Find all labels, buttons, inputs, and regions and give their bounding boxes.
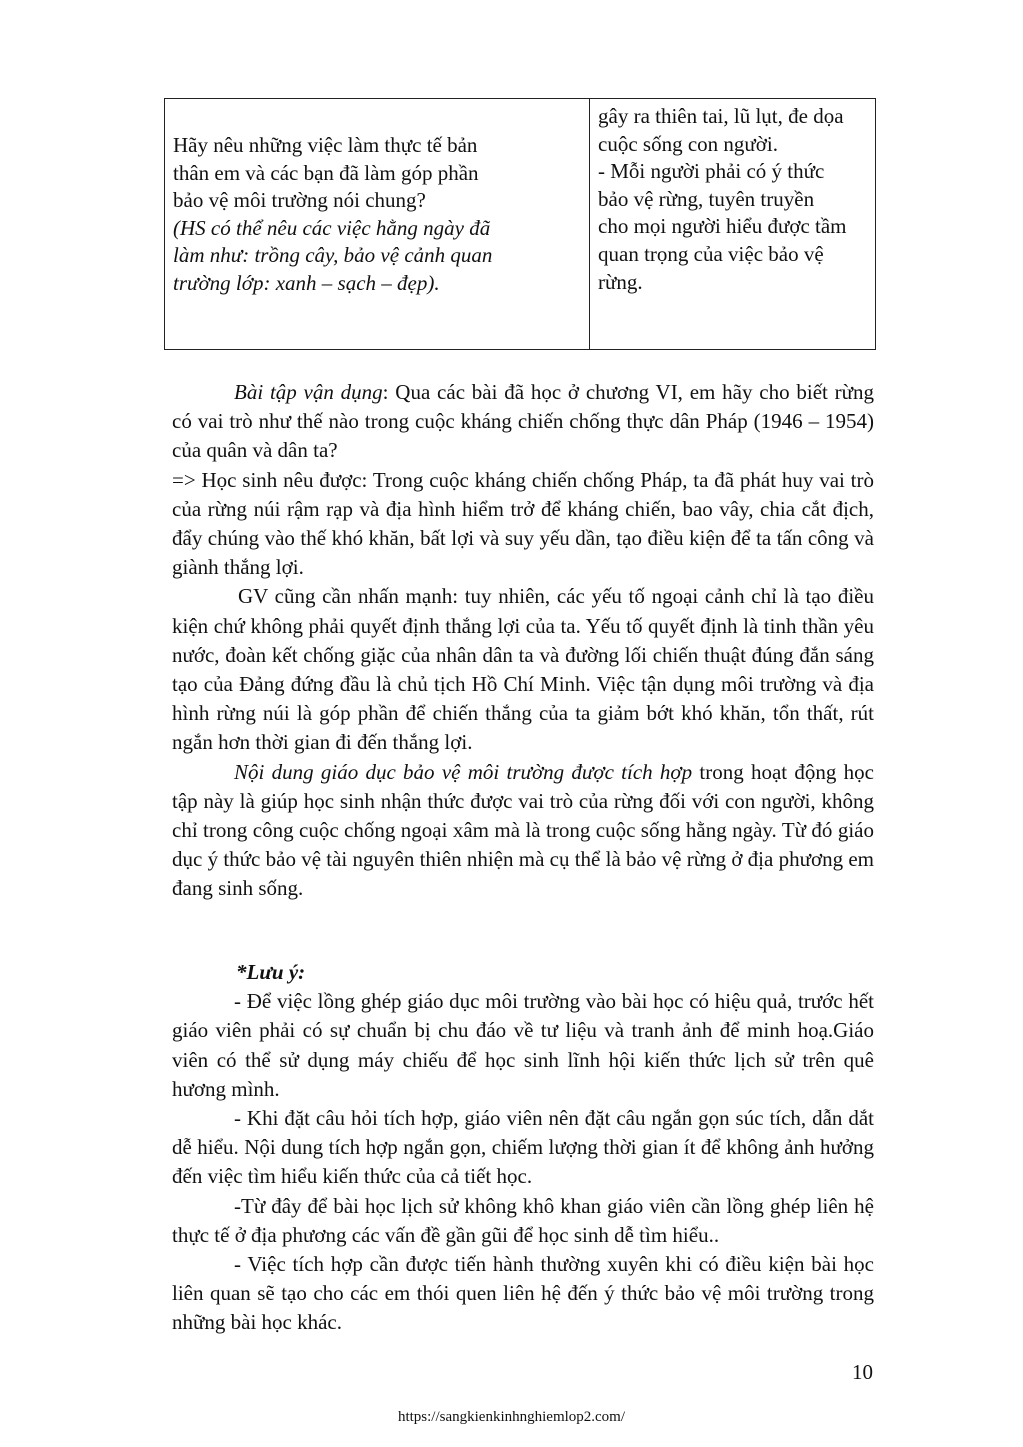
- answer-line: quan trọng của việc bảo vệ: [598, 241, 824, 266]
- table-row: [165, 99, 876, 350]
- exercise-label: Bài tập vận dụng: [234, 380, 383, 404]
- answer-line: cho mọi người hiểu được tầm: [598, 214, 847, 239]
- answer-paragraph: => Học sinh nêu được: Trong cuộc kháng chiến chống Pháp, ta đã phát huy vai trò của rừng núi rậm rạp và địa hình hiểm trở để kháng chiến, bao vây, chia cắt địch, đẩy chúng vào thế khó khăn, bất lợi và suy yếu dần, tạo điều kiện để ta tấn công và giành thắng lợi.: [172, 467, 874, 580]
- main-text: [172, 378, 874, 904]
- content-label: Nội dung giáo dục bảo vệ môi trường được tích hợp: [234, 759, 693, 784]
- notes-section: [172, 958, 874, 1338]
- answer-line: rừng.: [598, 269, 643, 294]
- content-text: trong hoạt động học tập này là giúp học sinh nhận thức được vai trò của rừng đối với con người, không chỉ trong công cuộc chống ngoại xâm mà là trong cuộc sống hằng ngày. Từ đó giáo dục ý thức bảo vệ tài nguyên thiên nhiện mà cụ thể là bảo vệ rừng ở địa phương em đang sinh sống.: [172, 759, 874, 901]
- answer-cell: [590, 99, 876, 350]
- teacher-note-paragraph: GV cũng cần nhấn mạnh: tuy nhiên, các yếu tố ngoại cảnh chỉ là tạo điều kiện chứ không phải quyết định thắng lợi của ta. Yếu tố quyết định là tinh thần yêu nước, đoàn kết chống giặc của nhân dân ta và đường lối chiến thuật đúng đắn sáng tạo của Đảng đứng đầu là chủ tịch Hồ Chí Minh. Việc tận dụng môi trường và địa hình rừng núi là góp phần để chiến thắng của ta giảm bớt khó khăn, tổn thất, rút ngắn hơn thời gian đi đến thắng lợi.: [172, 584, 874, 755]
- answer-line: gây ra thiên tai, lũ lụt, đe dọa: [598, 104, 844, 128]
- answer-line: - Mỗi người phải có ý thức: [598, 159, 825, 184]
- answer-line: bảo vệ rừng, tuyên truyền: [598, 186, 815, 211]
- exercise-paragraph: [172, 378, 874, 466]
- page-number: 10: [852, 1360, 873, 1384]
- notes-heading: *Lưu ý:: [236, 960, 306, 984]
- content-paragraph: [172, 758, 874, 904]
- note-item: - Khi đặt câu hỏi tích hợp, giáo viên nên đặt câu ngắn gọn súc tích, dẫn dắt dễ hiểu. Nội dung tích hợp ngắn gọn, chiếm lượng thời gian ít để không ảnh hưởng đến việc tìm hiểu kiến thức của cả tiết học.: [172, 1106, 874, 1189]
- footer-url: https://sangkienkinhnghiemlop2.com/: [397, 1409, 626, 1425]
- question-line: Hãy nêu những việc làm thực tế bản: [173, 133, 478, 157]
- answer-line: cuộc sống con người.: [598, 131, 778, 156]
- hint-line: làm như: trồng cây, bảo vệ cảnh quan: [173, 243, 493, 268]
- exercise-text: : Qua các bài đã học ở chương VI, em hãy cho biết rừng có vai trò như thế nào trong cuộc kháng chiến chống thực dân Pháp (1946 – 1954) của quân và dân ta?: [172, 380, 874, 463]
- hint-line: (HS có thể nêu các việc hằng ngày đã: [173, 215, 491, 240]
- question-answer-table: [164, 98, 876, 350]
- hint-line: trường lớp: xanh – sạch – đẹp).: [173, 270, 440, 295]
- note-item: -Từ đây để bài học lịch sử không khô khan giáo viên cần lồng ghép liên hệ thực tế ở địa phương các vấn đề gần gũi để học sinh dễ tìm hiểu..: [172, 1193, 874, 1247]
- question-cell: [165, 99, 590, 350]
- note-item: - Việc tích hợp cần được tiến hành thường xuyên khi có điều kiện bài học liên quan sẽ tạo cho các em thói quen liên hệ đến ý thức bảo vệ môi trường trong những bài học khác.: [172, 1252, 874, 1335]
- question-line: bảo vệ môi trường nói chung?: [173, 188, 426, 213]
- question-line: thân em và các bạn đã làm góp phần: [173, 160, 479, 185]
- note-item: - Để việc lồng ghép giáo dục môi trường vào bài học có hiệu quả, trước hết giáo viên phải có sự chuẩn bị chu đáo về tư liệu và tranh ảnh để minh hoạ.Giáo viên có thể sử dụng máy chiếu để học sinh lĩnh hội kiến thức lịch sử trên quê hương mình.: [172, 989, 874, 1101]
